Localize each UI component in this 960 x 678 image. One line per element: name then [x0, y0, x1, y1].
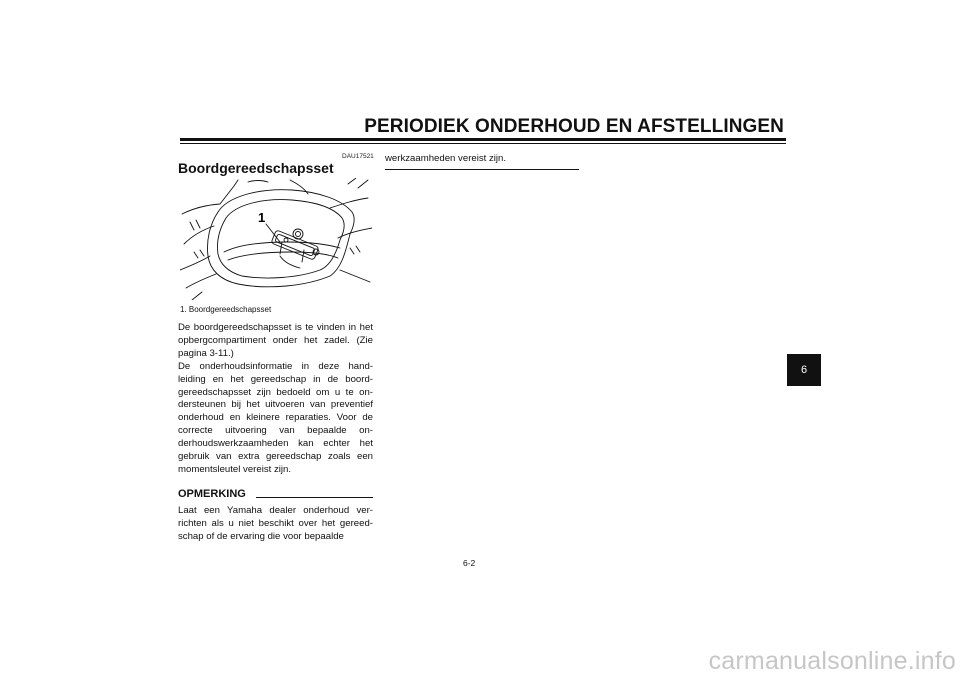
chapter-tab-number: 6 [800, 364, 808, 376]
figure-callout-number: 1 [258, 210, 266, 225]
note-text [178, 505, 373, 544]
header-rule-thin [180, 143, 786, 144]
page-number: 6-2 [463, 558, 476, 568]
note-paragraph: Laat een Yamaha dealer onderhoud ver-richten als u niet beschikt over het gereed-schap of de ervaring die voor bepaalde [178, 505, 373, 542]
header-rule [180, 138, 786, 141]
body-paragraph-2: De onderhoudsinformatie in deze hand-leiding en het gereedschap in de boord-gereedschapsset zijn bedoeld om u te on-dersteunen bij het uitvoeren van preventief onderhoud en kleinere reparaties. Voor de correcte uitvoering van bepaalde on-derhoudswerkzaamheden kan echter het gebruik van extra gereedschap zoals een momentsleutel vereist zijn. [178, 360, 373, 475]
chapter-tab [787, 354, 821, 386]
watermark: carmanualsonline.info [708, 647, 956, 675]
body-paragraph-1: De boordgereedschapsset is te vinden in het opbergcompartiment onder het zadel. (Zie pagina 3-11.) [178, 322, 373, 359]
body-text [178, 322, 373, 477]
toolkit-illustration [180, 178, 372, 300]
note-heading: OPMERKING [178, 488, 246, 500]
page-header-title: PERIODIEK ONDERHOUD EN AFSTELLINGEN [364, 116, 784, 137]
section-title: Boordgereedschapsset [178, 160, 334, 176]
figure-caption: 1. Boordgereedschapsset [180, 305, 272, 314]
note-heading-rule [256, 497, 373, 498]
right-column-text: werkzaamheden vereist zijn. [385, 153, 507, 164]
right-column-rule [385, 169, 579, 170]
section-code: DAU17521 [342, 153, 374, 160]
